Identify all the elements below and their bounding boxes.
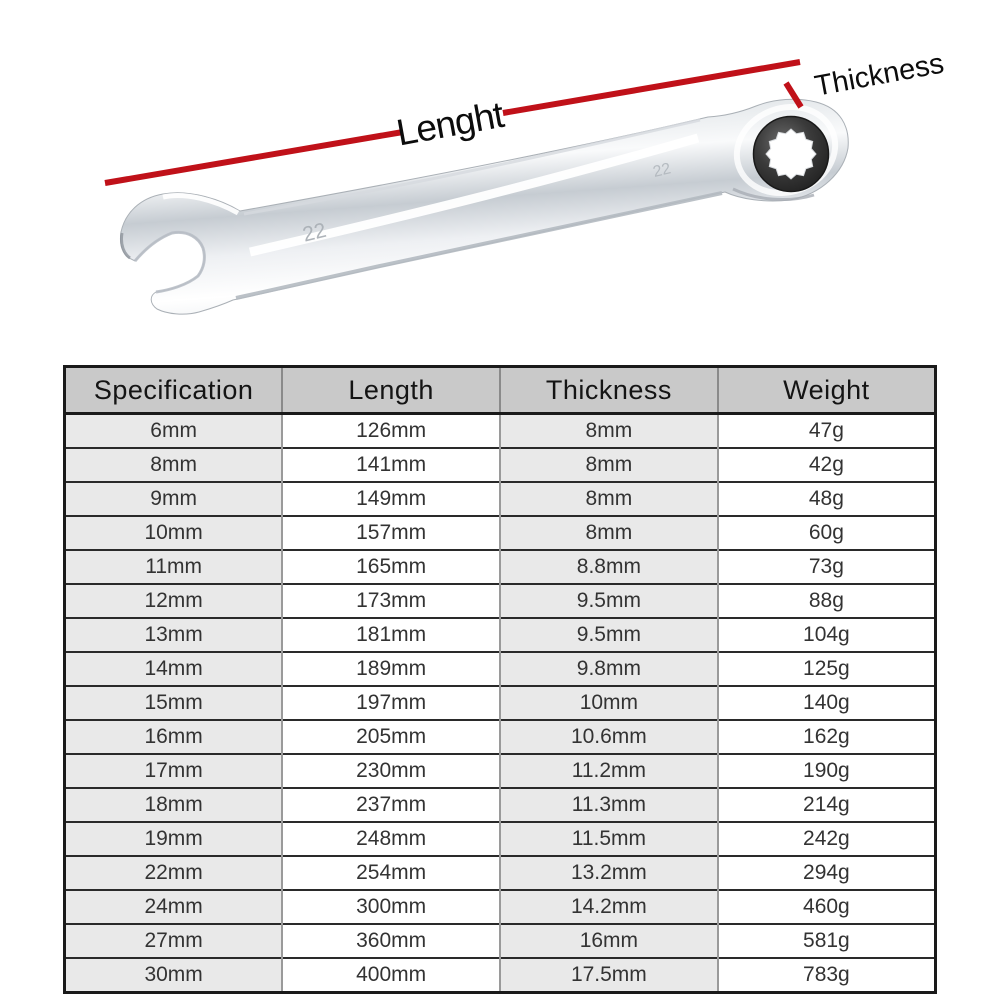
spec-cell: 189mm bbox=[282, 652, 500, 686]
spec-cell: 248mm bbox=[282, 822, 500, 856]
spec-cell: 141mm bbox=[282, 448, 500, 482]
spec-cell: 214g bbox=[718, 788, 936, 822]
spec-cell: 254mm bbox=[282, 856, 500, 890]
spec-cell: 460g bbox=[718, 890, 936, 924]
spec-cell: 8mm bbox=[500, 482, 718, 516]
table-row bbox=[65, 652, 936, 686]
spec-cell: 27mm bbox=[65, 924, 283, 958]
column-header: Specification bbox=[65, 367, 283, 414]
column-header: Thickness bbox=[500, 367, 718, 414]
spec-cell: 581g bbox=[718, 924, 936, 958]
spec-cell: 16mm bbox=[65, 720, 283, 754]
table-row bbox=[65, 550, 936, 584]
spec-cell: 9.5mm bbox=[500, 618, 718, 652]
spec-cell: 14.2mm bbox=[500, 890, 718, 924]
spec-cell: 19mm bbox=[65, 822, 283, 856]
table-row bbox=[65, 958, 936, 993]
spec-table-body bbox=[65, 414, 936, 993]
spec-cell: 230mm bbox=[282, 754, 500, 788]
spec-cell: 16mm bbox=[500, 924, 718, 958]
spec-cell: 13.2mm bbox=[500, 856, 718, 890]
spec-cell: 165mm bbox=[282, 550, 500, 584]
spec-table bbox=[63, 365, 937, 994]
spec-cell: 11.5mm bbox=[500, 822, 718, 856]
spec-cell: 197mm bbox=[282, 686, 500, 720]
spec-cell: 173mm bbox=[282, 584, 500, 618]
shaft-engraving: 22 bbox=[300, 218, 329, 247]
spec-cell: 8mm bbox=[500, 516, 718, 550]
table-row bbox=[65, 720, 936, 754]
column-header: Weight bbox=[718, 367, 936, 414]
spec-cell: 11.3mm bbox=[500, 788, 718, 822]
spec-cell: 400mm bbox=[282, 958, 500, 993]
spec-cell: 12mm bbox=[65, 584, 283, 618]
spec-cell: 15mm bbox=[65, 686, 283, 720]
spec-cell: 73g bbox=[718, 550, 936, 584]
table-row bbox=[65, 822, 936, 856]
table-row bbox=[65, 482, 936, 516]
table-row bbox=[65, 584, 936, 618]
spec-cell: 14mm bbox=[65, 652, 283, 686]
spec-cell: 149mm bbox=[282, 482, 500, 516]
spec-cell: 205mm bbox=[282, 720, 500, 754]
spec-cell: 8mm bbox=[500, 414, 718, 449]
column-header: Length bbox=[282, 367, 500, 414]
spec-cell: 17.5mm bbox=[500, 958, 718, 993]
spec-cell: 48g bbox=[718, 482, 936, 516]
spec-cell: 9.8mm bbox=[500, 652, 718, 686]
spec-cell: 162g bbox=[718, 720, 936, 754]
spec-cell: 11.2mm bbox=[500, 754, 718, 788]
length-label: Lenght bbox=[393, 93, 507, 154]
spec-cell: 300mm bbox=[282, 890, 500, 924]
spec-cell: 10mm bbox=[65, 516, 283, 550]
spec-cell: 9.5mm bbox=[500, 584, 718, 618]
table-row bbox=[65, 516, 936, 550]
header-row bbox=[65, 367, 936, 414]
spec-cell: 17mm bbox=[65, 754, 283, 788]
spec-cell: 294g bbox=[718, 856, 936, 890]
spec-cell: 11mm bbox=[65, 550, 283, 584]
spec-table-wrap bbox=[63, 365, 937, 994]
table-row bbox=[65, 414, 936, 449]
spec-cell: 9mm bbox=[65, 482, 283, 516]
spec-cell: 8.8mm bbox=[500, 550, 718, 584]
spec-cell: 242g bbox=[718, 822, 936, 856]
spec-cell: 6mm bbox=[65, 414, 283, 449]
spec-cell: 13mm bbox=[65, 618, 283, 652]
table-row bbox=[65, 788, 936, 822]
wrench-hero bbox=[0, 0, 1000, 365]
spec-cell: 8mm bbox=[500, 448, 718, 482]
spec-cell: 88g bbox=[718, 584, 936, 618]
spec-cell: 10mm bbox=[500, 686, 718, 720]
length-line-right bbox=[503, 62, 800, 113]
spec-cell: 30mm bbox=[65, 958, 283, 993]
spec-cell: 47g bbox=[718, 414, 936, 449]
spec-cell: 60g bbox=[718, 516, 936, 550]
wrench-diagram bbox=[0, 0, 1000, 365]
spec-cell: 783g bbox=[718, 958, 936, 993]
spec-cell: 181mm bbox=[282, 618, 500, 652]
spec-cell: 22mm bbox=[65, 856, 283, 890]
table-row bbox=[65, 448, 936, 482]
spec-cell: 42g bbox=[718, 448, 936, 482]
length-line-left bbox=[105, 132, 403, 183]
head-engraving: 22 bbox=[651, 160, 673, 181]
spec-cell: 126mm bbox=[282, 414, 500, 449]
table-row bbox=[65, 890, 936, 924]
spec-cell: 237mm bbox=[282, 788, 500, 822]
table-row bbox=[65, 686, 936, 720]
spec-cell: 360mm bbox=[282, 924, 500, 958]
spec-cell: 125g bbox=[718, 652, 936, 686]
spec-cell: 18mm bbox=[65, 788, 283, 822]
table-row bbox=[65, 924, 936, 958]
spec-table-header bbox=[65, 367, 936, 414]
spec-cell: 190g bbox=[718, 754, 936, 788]
spec-cell: 157mm bbox=[282, 516, 500, 550]
thickness-label: Thickness bbox=[812, 47, 947, 103]
spec-cell: 10.6mm bbox=[500, 720, 718, 754]
table-row bbox=[65, 856, 936, 890]
spec-cell: 24mm bbox=[65, 890, 283, 924]
spec-cell: 104g bbox=[718, 618, 936, 652]
spec-cell: 140g bbox=[718, 686, 936, 720]
spec-cell: 8mm bbox=[65, 448, 283, 482]
table-row bbox=[65, 618, 936, 652]
table-row bbox=[65, 754, 936, 788]
